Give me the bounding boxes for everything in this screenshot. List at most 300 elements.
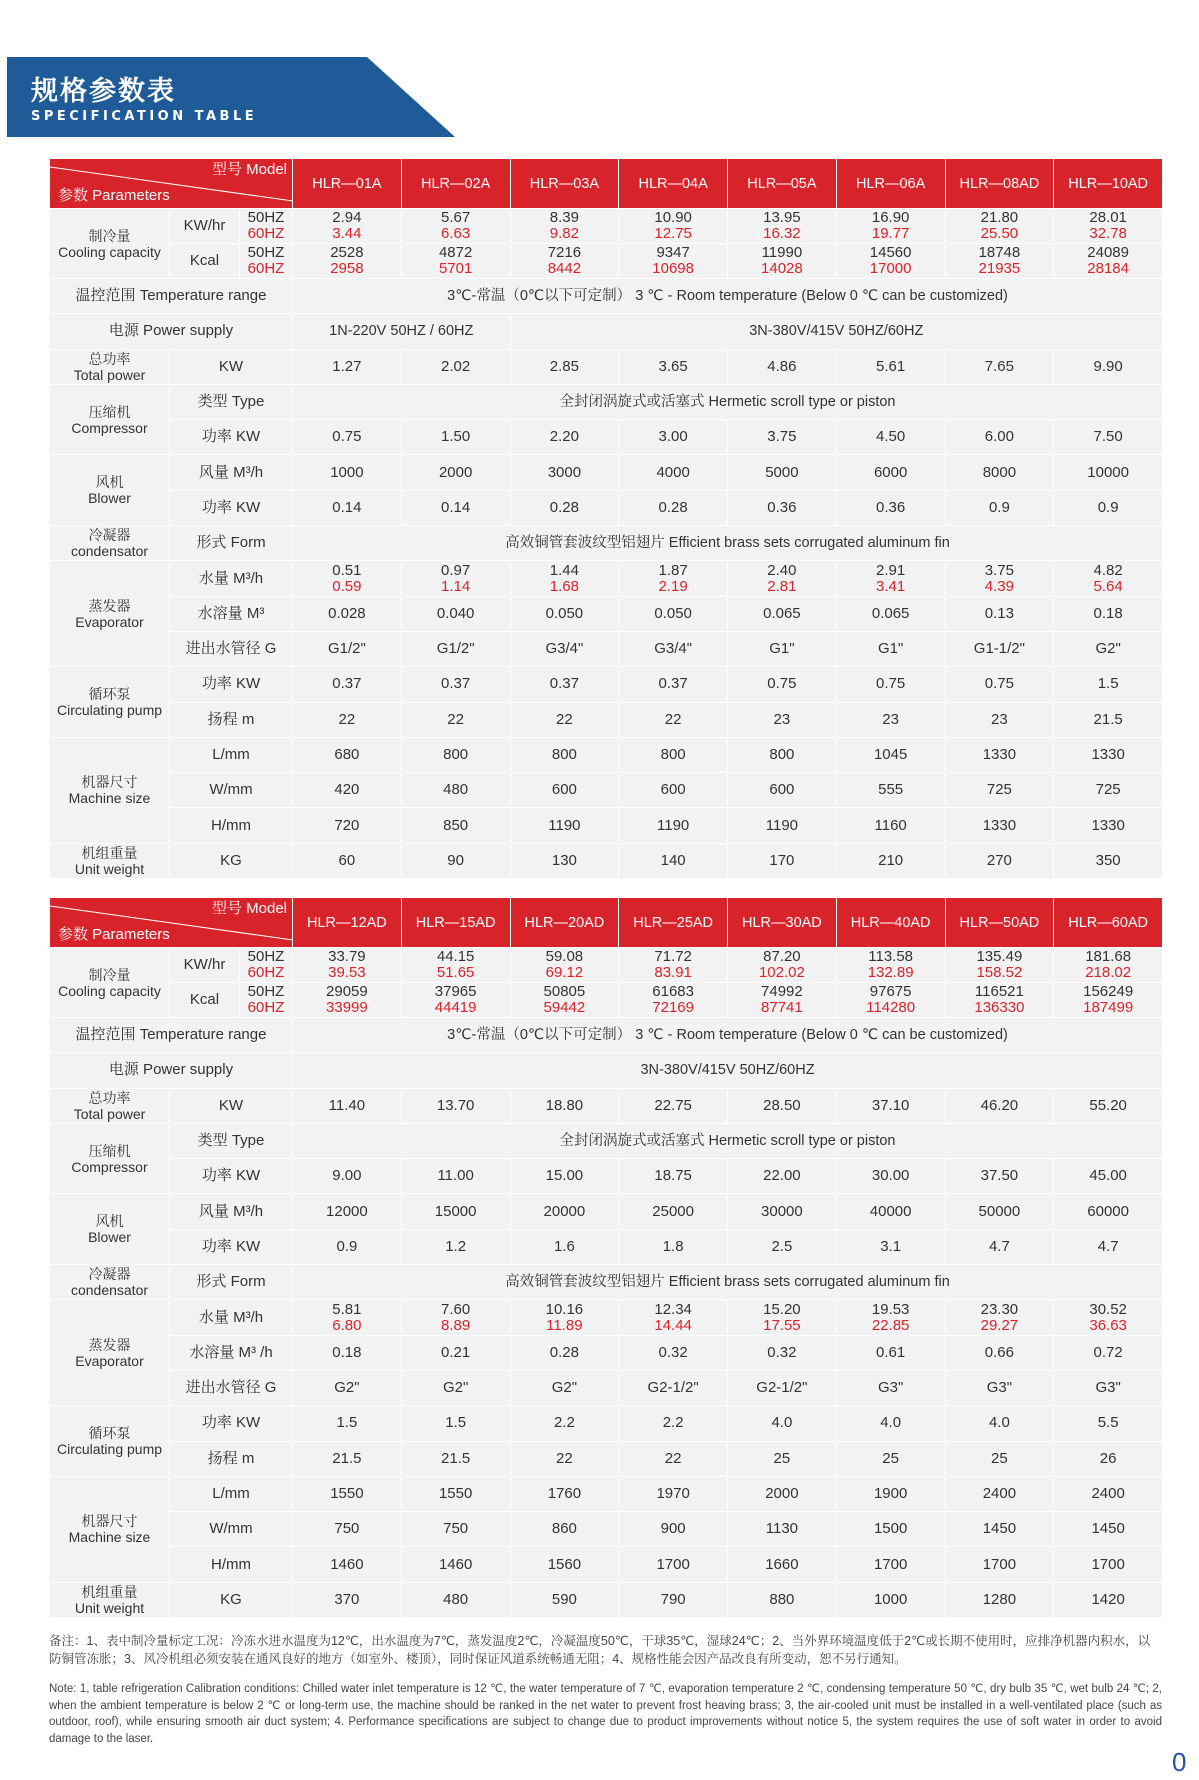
total-power-3: 18.80: [510, 1088, 619, 1123]
evaporator-water-8-60: 36.63: [1089, 1316, 1127, 1334]
cooling-kw-7-60: 25.50: [980, 225, 1019, 242]
cooling-kcal-3: [510, 983, 619, 1018]
evaporator-water-7-60: 29.27: [980, 1316, 1019, 1334]
cooling-kw-4-60: 83.91: [654, 964, 692, 981]
cooling-kw-8-60: 32.78: [1089, 225, 1127, 242]
cooling-kcal-2-60: 44419: [434, 999, 477, 1016]
power-supply-value-b: 3N-380V/415V 50HZ/60HZ: [510, 314, 1163, 349]
cooling-kw-4-50: 71.72: [654, 948, 692, 965]
pump-power-1: 0.37: [293, 667, 402, 702]
cooling-kcal-1-60: 33999: [326, 999, 368, 1016]
cooling-kw-5-60: 102.02: [758, 964, 805, 981]
cooling-kw-7-50: 21.80: [980, 209, 1019, 226]
size-h-2: 1460: [401, 1547, 510, 1582]
evaporator-water-4: [619, 561, 728, 596]
evaporator-pipe-7: G3": [945, 1370, 1054, 1405]
cooling-capacity-label-en: Cooling capacity: [58, 243, 161, 260]
banner-title-en: SPECIFICATION TABLE: [31, 109, 258, 124]
unit-weight-7: 270: [945, 843, 1054, 878]
cooling-kw-5: [728, 209, 837, 244]
size-h-2: 850: [401, 808, 510, 843]
pump-head-3: 22: [510, 1441, 619, 1476]
blower-power-1: 0.14: [293, 490, 402, 525]
pump-head-label: 扬程 m: [170, 1441, 293, 1476]
compressor-power-label: 功率 KW: [170, 420, 293, 455]
cooling-kcal-4: [619, 244, 728, 279]
unit-weight-3: 590: [510, 1582, 619, 1617]
cooling-kcal-1-50: 29059: [326, 983, 368, 1000]
evaporator-label-zh: 蒸发器: [88, 1336, 131, 1353]
total-power-1: 11.40: [293, 1088, 402, 1123]
compressor-label: [50, 384, 170, 455]
spec-table-2: [49, 897, 1163, 1618]
evaporator-water-label: 水量 M³/h: [170, 1300, 293, 1335]
size-w-5: 600: [728, 773, 837, 808]
spec-table-1: [49, 158, 1163, 879]
pump-head-3: 22: [510, 702, 619, 737]
total-power-unit: KW: [170, 1088, 293, 1123]
condenser-form-value: 高效铜管套波纹型铝翅片 Efficient brass sets corrugated aluminum fin: [293, 1265, 1163, 1300]
pump-power-8: 5.5: [1054, 1406, 1163, 1441]
cooling-kw-1-60: 39.53: [328, 964, 366, 981]
total-power-5: 4.86: [728, 349, 837, 384]
evaporator-volume-1: 0.028: [293, 596, 402, 631]
evaporator-pipe-label: 进出水管径 G: [170, 631, 293, 666]
kw-hr-label: KW/hr: [170, 948, 240, 983]
cooling-kw-2-60: 51.65: [436, 964, 475, 981]
model-header-4: HLR—25AD: [619, 898, 728, 948]
pump-power-4: 2.2: [619, 1406, 728, 1441]
cooling-kw-2-50: 5.67: [441, 209, 471, 226]
hz60-label-kcal: 60HZ: [247, 260, 285, 277]
evaporator-volume-5: 0.065: [728, 596, 837, 631]
cooling-kw-7-50: 135.49: [976, 948, 1023, 965]
unit-weight-label-en: Unit weight: [74, 1599, 145, 1616]
size-l-2: 1550: [401, 1476, 510, 1511]
machine-size-label-zh: 机器尺寸: [81, 1513, 138, 1530]
size-h-6: 1700: [836, 1547, 945, 1582]
blower-label-zh: 风机: [95, 474, 124, 491]
cooling-kcal-5-50: 11990: [761, 244, 803, 261]
evaporator-water-3-50: 1.44: [549, 561, 579, 579]
evaporator-volume-7: 0.13: [945, 596, 1054, 631]
condenser-label: [50, 526, 170, 561]
blower-air-3: 3000: [510, 455, 619, 490]
evaporator-water-8: [1054, 1300, 1163, 1335]
blower-air-4: 4000: [619, 455, 728, 490]
evaporator-label: [50, 1300, 170, 1406]
notes-en: Note: 1, table refrigeration Calibration conditions: Chilled water inlet temperature is 12 ℃, the water temperature of 7 ℃, evaporation temperature 2 ℃, condensing temperature 50 ℃, dry bulb 35 ℃, wet bulb 24 ℃; 2, when the ambient temperature is below 2 ℃ or long-term use, the machine should be ranked in the net water to prevent frost heaving brass; 3, the air-cooled unit must be installed in a well-ventilated place (such as outdoor, roof), while ensuring smooth air duct system; 4. Performance specifications are subject to change due to product improvements without notice 5, the system requires the use of soft water in order to avoid damage to the laser.: [49, 1683, 1162, 1745]
evaporator-water-5-50: 15.20: [763, 1300, 801, 1318]
evaporator-water-4-60: 14.44: [654, 1316, 692, 1334]
pump-power-4: 0.37: [619, 667, 728, 702]
cooling-kcal-5-60: 87741: [761, 999, 803, 1016]
evaporator-water-1-60: 6.80: [332, 1316, 362, 1334]
cooling-kw-8-50: 28.01: [1089, 209, 1127, 226]
evaporator-water-3: [510, 561, 619, 596]
size-h-8: 1330: [1054, 808, 1163, 843]
blower-power-3: 0.28: [510, 490, 619, 525]
machine-size-label-zh: 机器尺寸: [81, 774, 138, 791]
pump-head-5: 25: [728, 1441, 837, 1476]
blower-power-2: 0.14: [401, 490, 510, 525]
cooling-kcal-5: [728, 983, 837, 1018]
cooling-kw-7: [945, 948, 1054, 983]
condenser-label-en: condensator: [70, 543, 149, 560]
compressor-power-2: 11.00: [401, 1159, 510, 1194]
size-h-5: 1190: [728, 808, 837, 843]
cooling-kw-2-50: 44.15: [436, 948, 475, 965]
model-header-7: HLR—08AD: [945, 159, 1054, 209]
size-l-5: 800: [728, 737, 837, 772]
evaporator-water-5: [728, 561, 837, 596]
kcal-label: Kcal: [170, 983, 240, 1018]
evaporator-pipe-1: G2": [293, 1370, 402, 1405]
model-header-6: HLR—06A: [836, 159, 945, 209]
cooling-kcal-6: [836, 244, 945, 279]
compressor-label-zh: 压缩机: [88, 1142, 131, 1159]
blower-label: [50, 455, 170, 526]
pump-power-label: 功率 KW: [170, 1406, 293, 1441]
cooling-kcal-4-60: 10698: [652, 260, 694, 277]
size-h-3: 1190: [510, 808, 619, 843]
evaporator-water-7-50: 3.75: [984, 561, 1014, 579]
hz-label-kcal: [240, 983, 293, 1018]
compressor-power-1: 0.75: [293, 420, 402, 455]
evaporator-pipe-4: G2-1/2": [619, 1370, 728, 1405]
table-corner: [50, 898, 293, 948]
cooling-kcal-6: [836, 983, 945, 1018]
pump-head-2: 21.5: [401, 1441, 510, 1476]
hz60-label: 60HZ: [247, 225, 285, 242]
size-l-1: 1550: [293, 1476, 402, 1511]
cooling-kw-3-60: 69.12: [545, 964, 584, 981]
compressor-power-4: 3.00: [619, 420, 728, 455]
cooling-kcal-1: [293, 983, 402, 1018]
blower-air-7: 8000: [945, 455, 1054, 490]
compressor-label-en: Compressor: [71, 419, 148, 436]
size-l-4: 1970: [619, 1476, 728, 1511]
notes-zh: 备注：1、表中制冷量标定工况：冷冻水进水温度为12℃，出水温度为7℃，蒸发温度2℃，冷凝温度50℃，干球35℃，湿球24℃；2、当外界环境温度低于2℃或长期不使用时，应排净机器内积水，以防铜管冻胀；3、风冷机组必须安装在通风良好的地方（如室外、楼顶），同时保证风道系统畅通无阻；4、规格性能会因产品改良有所变动，恕不另行通知。: [49, 1634, 1151, 1666]
evaporator-volume-1: 0.18: [293, 1335, 402, 1370]
compressor-power-5: 22.00: [728, 1159, 837, 1194]
hz50-label-kcal: 50HZ: [247, 244, 285, 261]
compressor-power-8: 45.00: [1054, 1159, 1163, 1194]
size-l-6: 1045: [836, 737, 945, 772]
compressor-power-6: 30.00: [836, 1159, 945, 1194]
pump-label-en: Circulating pump: [56, 1441, 163, 1458]
compressor-power-7: 37.50: [945, 1159, 1054, 1194]
unit-weight-1: 60: [293, 843, 402, 878]
condenser-label-en: condensator: [70, 1282, 149, 1299]
evaporator-water-8-50: 30.52: [1089, 1300, 1127, 1318]
evaporator-water-7-50: 23.30: [980, 1300, 1019, 1318]
evaporator-volume-2: 0.21: [401, 1335, 510, 1370]
size-h-6: 1160: [836, 808, 945, 843]
cooling-kcal-1-50: 2528: [330, 244, 364, 261]
evaporator-water-6-60: 22.85: [871, 1316, 910, 1334]
blower-label: [50, 1194, 170, 1265]
blower-air-1: 1000: [293, 455, 402, 490]
pump-label-en: Circulating pump: [56, 702, 163, 719]
size-h-8: 1700: [1054, 1547, 1163, 1582]
size-l-7: 2400: [945, 1476, 1054, 1511]
evaporator-water-1-60: 0.59: [332, 577, 362, 595]
total-power-8: 9.90: [1054, 349, 1163, 384]
size-h-5: 1660: [728, 1547, 837, 1582]
power-supply-label: 电源 Power supply: [50, 1053, 293, 1088]
cooling-kcal-5: [728, 244, 837, 279]
banner-title-zh: 规格参数表: [31, 76, 176, 107]
cooling-kw-6-60: 19.77: [871, 225, 910, 242]
cooling-kcal-7-50: 116521: [974, 983, 1024, 1000]
unit-weight-6: 210: [836, 843, 945, 878]
size-l-3: 800: [510, 737, 619, 772]
size-h-1: 1460: [293, 1547, 402, 1582]
pump-power-7: 0.75: [945, 667, 1054, 702]
cooling-kcal-4-50: 9347: [656, 244, 690, 261]
hz-label: [240, 209, 293, 244]
blower-power-5: 0.36: [728, 490, 837, 525]
cooling-kw-3-50: 8.39: [549, 209, 579, 226]
total-power-label-en: Total power: [73, 366, 146, 383]
blower-air-1: 12000: [293, 1194, 402, 1229]
blower-power-3: 1.6: [510, 1229, 619, 1264]
compressor-power-3: 15.00: [510, 1159, 619, 1194]
pump-power-7: 4.0: [945, 1406, 1054, 1441]
cooling-kcal-2-60: 5701: [438, 260, 473, 277]
pump-head-label: 扬程 m: [170, 702, 293, 737]
evaporator-water-2-60: 1.14: [441, 577, 471, 595]
size-l-4: 800: [619, 737, 728, 772]
evaporator-water-3: [510, 1300, 619, 1335]
total-power-7: 7.65: [945, 349, 1054, 384]
evaporator-pipe-2: G1/2": [401, 631, 510, 666]
cooling-kw-8-60: 218.02: [1085, 964, 1132, 981]
evaporator-water-5-50: 2.40: [767, 561, 797, 579]
size-l-8: 2400: [1054, 1476, 1163, 1511]
compressor-power-8: 7.50: [1054, 420, 1163, 455]
total-power-label-zh: 总功率: [88, 350, 131, 367]
total-power-5: 28.50: [728, 1088, 837, 1123]
hz60-label: 60HZ: [247, 964, 285, 981]
pump-power-6: 0.75: [836, 667, 945, 702]
evaporator-pipe-6: G1": [836, 631, 945, 666]
pump-head-2: 22: [401, 702, 510, 737]
pump-head-6: 25: [836, 1441, 945, 1476]
cooling-kcal-6-50: 14560: [869, 244, 912, 261]
pump-label: [50, 667, 170, 738]
blower-air-8: 60000: [1054, 1194, 1163, 1229]
cooling-kcal-3-50: 7216: [547, 244, 582, 261]
size-h-1: 720: [293, 808, 402, 843]
unit-weight-6: 1000: [836, 1582, 945, 1617]
total-power-6: 5.61: [836, 349, 945, 384]
total-power-2: 13.70: [401, 1088, 510, 1123]
machine-size-label-en: Machine size: [68, 1529, 151, 1546]
cooling-capacity-label-en: Cooling capacity: [58, 982, 161, 999]
compressor-power-3: 2.20: [510, 420, 619, 455]
cooling-kcal-4: [619, 983, 728, 1018]
cooling-kw-5: [728, 948, 837, 983]
evaporator-water-6: [836, 561, 945, 596]
cooling-kw-3-60: 9.82: [549, 225, 579, 242]
blower-power-4: 1.8: [619, 1229, 728, 1264]
unit-weight-5: 880: [728, 1582, 837, 1617]
model-label: 型号 Model: [211, 900, 288, 917]
unit-weight-label-en: Unit weight: [74, 860, 145, 877]
model-header-2: HLR—02A: [401, 159, 510, 209]
blower-air-2: 2000: [401, 455, 510, 490]
kw-hr-label: KW/hr: [170, 209, 240, 244]
evaporator-pipe-6: G3": [836, 1370, 945, 1405]
cooling-kw-6-50: 16.90: [871, 209, 910, 226]
evaporator-water-5-60: 2.81: [767, 577, 797, 595]
cooling-kw-8: [1054, 948, 1163, 983]
hz-label-kcal: [240, 244, 293, 279]
temp-range-label: 温控范围 Temperature range: [50, 1018, 293, 1053]
model-header-7: HLR—50AD: [945, 898, 1054, 948]
blower-air-4: 25000: [619, 1194, 728, 1229]
evaporator-water-3-60: 1.68: [549, 577, 579, 595]
hz60-label-kcal: 60HZ: [247, 999, 285, 1016]
evaporator-pipe-8: G3": [1054, 1370, 1163, 1405]
total-power-label: [50, 1088, 170, 1123]
pump-head-4: 22: [619, 1441, 728, 1476]
condenser-label-zh: 冷凝器: [88, 1266, 131, 1283]
unit-weight-8: 1420: [1054, 1582, 1163, 1617]
unit-weight-7: 1280: [945, 1582, 1054, 1617]
pump-power-8: 1.5: [1054, 667, 1163, 702]
pump-head-5: 23: [728, 702, 837, 737]
total-power-4: 22.75: [619, 1088, 728, 1123]
total-power-3: 2.85: [510, 349, 619, 384]
evaporator-pipe-3: G3/4": [510, 631, 619, 666]
compressor-power-5: 3.75: [728, 420, 837, 455]
pump-head-8: 26: [1054, 1441, 1163, 1476]
pump-power-5: 4.0: [728, 1406, 837, 1441]
unit-weight-label-zh: 机组重量: [81, 1583, 138, 1600]
unit-weight-label: [50, 843, 170, 878]
condenser-form-label: 形式 Form: [170, 1265, 293, 1300]
evaporator-volume-6: 0.61: [836, 1335, 945, 1370]
hz50-label-kcal: 50HZ: [247, 983, 285, 1000]
size-l-2: 800: [401, 737, 510, 772]
compressor-type-value: 全封闭涡旋式或活塞式 Hermetic scroll type or piston: [293, 384, 1163, 419]
cooling-kw-4: [619, 948, 728, 983]
condenser-form-label: 形式 Form: [170, 526, 293, 561]
cooling-kcal-8-60: 28184: [1087, 260, 1129, 277]
evaporator-water-6-50: 2.91: [876, 561, 906, 579]
blower-label-en: Blower: [88, 1229, 131, 1246]
evaporator-volume-4: 0.32: [619, 1335, 728, 1370]
cooling-kcal-3-50: 50805: [543, 983, 586, 1000]
blower-power-1: 0.9: [293, 1229, 402, 1264]
total-power-4: 3.65: [619, 349, 728, 384]
pump-power-6: 4.0: [836, 1406, 945, 1441]
cooling-capacity-label: [50, 209, 170, 279]
evaporator-water-8-60: 5.64: [1093, 577, 1123, 595]
cooling-kcal-2-50: 4872: [438, 244, 473, 261]
unit-weight-unit: KG: [170, 843, 293, 878]
size-l-7: 1330: [945, 737, 1054, 772]
param-label: 参数 Parameters: [58, 187, 170, 204]
size-w-label: W/mm: [170, 1512, 293, 1547]
model-header-2: HLR—15AD: [401, 898, 510, 948]
model-header-6: HLR—40AD: [836, 898, 945, 948]
evaporator-water-6-60: 3.41: [876, 577, 906, 595]
size-w-2: 480: [401, 773, 510, 808]
kcal-label: Kcal: [170, 244, 240, 279]
pump-power-3: 0.37: [510, 667, 619, 702]
evaporator-label-zh: 蒸发器: [88, 597, 131, 614]
total-power-2: 2.02: [401, 349, 510, 384]
cooling-kw-6: [836, 209, 945, 244]
evaporator-label: [50, 561, 170, 667]
evaporator-water-6: [836, 1300, 945, 1335]
size-l-3: 1760: [510, 1476, 619, 1511]
evaporator-pipe-7: G1-1/2": [945, 631, 1054, 666]
model-header-8: HLR—10AD: [1054, 159, 1163, 209]
evaporator-label-en: Evaporator: [75, 613, 144, 630]
unit-weight-2: 90: [401, 843, 510, 878]
size-l-8: 1330: [1054, 737, 1163, 772]
compressor-power-4: 18.75: [619, 1159, 728, 1194]
compressor-power-1: 9.00: [293, 1159, 402, 1194]
blower-air-6: 6000: [836, 455, 945, 490]
evaporator-water-4-50: 1.87: [658, 561, 688, 579]
total-power-unit: KW: [170, 349, 293, 384]
size-h-3: 1560: [510, 1547, 619, 1582]
temp-range-value: 3℃-常温（0℃以下可定制） 3 ℃ - Room temperature (Below 0 ℃ can be customized): [293, 279, 1163, 314]
cooling-kcal-7-60: 136330: [974, 999, 1025, 1016]
unit-weight-2: 480: [401, 1582, 510, 1617]
evaporator-water-3-50: 10.16: [545, 1300, 584, 1318]
size-h-4: 1700: [619, 1547, 728, 1582]
total-power-8: 55.20: [1054, 1088, 1163, 1123]
model-header-3: HLR—03A: [510, 159, 619, 209]
cooling-kw-1: [293, 209, 402, 244]
section-banner: [7, 57, 455, 137]
cooling-kw-2: [401, 209, 510, 244]
cooling-kcal-8-50: 156249: [1083, 983, 1134, 1000]
evaporator-volume-7: 0.66: [945, 1335, 1054, 1370]
size-w-6: 1500: [836, 1512, 945, 1547]
size-l-label: L/mm: [170, 737, 293, 772]
blower-power-6: 0.36: [836, 490, 945, 525]
cooling-kcal-3-60: 8442: [547, 260, 582, 277]
size-w-8: 725: [1054, 773, 1163, 808]
pump-head-6: 23: [836, 702, 945, 737]
blower-power-7: 0.9: [945, 490, 1054, 525]
evaporator-water-label: 水量 M³/h: [170, 561, 293, 596]
cooling-kw-1-50: 2.94: [332, 209, 362, 226]
evaporator-water-1-50: 0.51: [332, 561, 362, 579]
cooling-kw-7: [945, 209, 1054, 244]
param-label: 参数 Parameters: [58, 926, 170, 943]
blower-air-label: 风量 M³/h: [170, 455, 293, 490]
evaporator-pipe-2: G2": [401, 1370, 510, 1405]
evaporator-water-4-60: 2.19: [658, 577, 688, 595]
cooling-kcal-7: [945, 983, 1054, 1018]
cooling-kw-4: [619, 209, 728, 244]
hz50-label: 50HZ: [247, 209, 285, 226]
size-w-5: 1130: [728, 1512, 837, 1547]
total-power-label-en: Total power: [73, 1105, 146, 1122]
pump-head-8: 21.5: [1054, 702, 1163, 737]
temp-range-value: 3℃-常温（0℃以下可定制） 3 ℃ - Room temperature (Below 0 ℃ can be customized): [293, 1018, 1163, 1053]
size-w-7: 725: [945, 773, 1054, 808]
